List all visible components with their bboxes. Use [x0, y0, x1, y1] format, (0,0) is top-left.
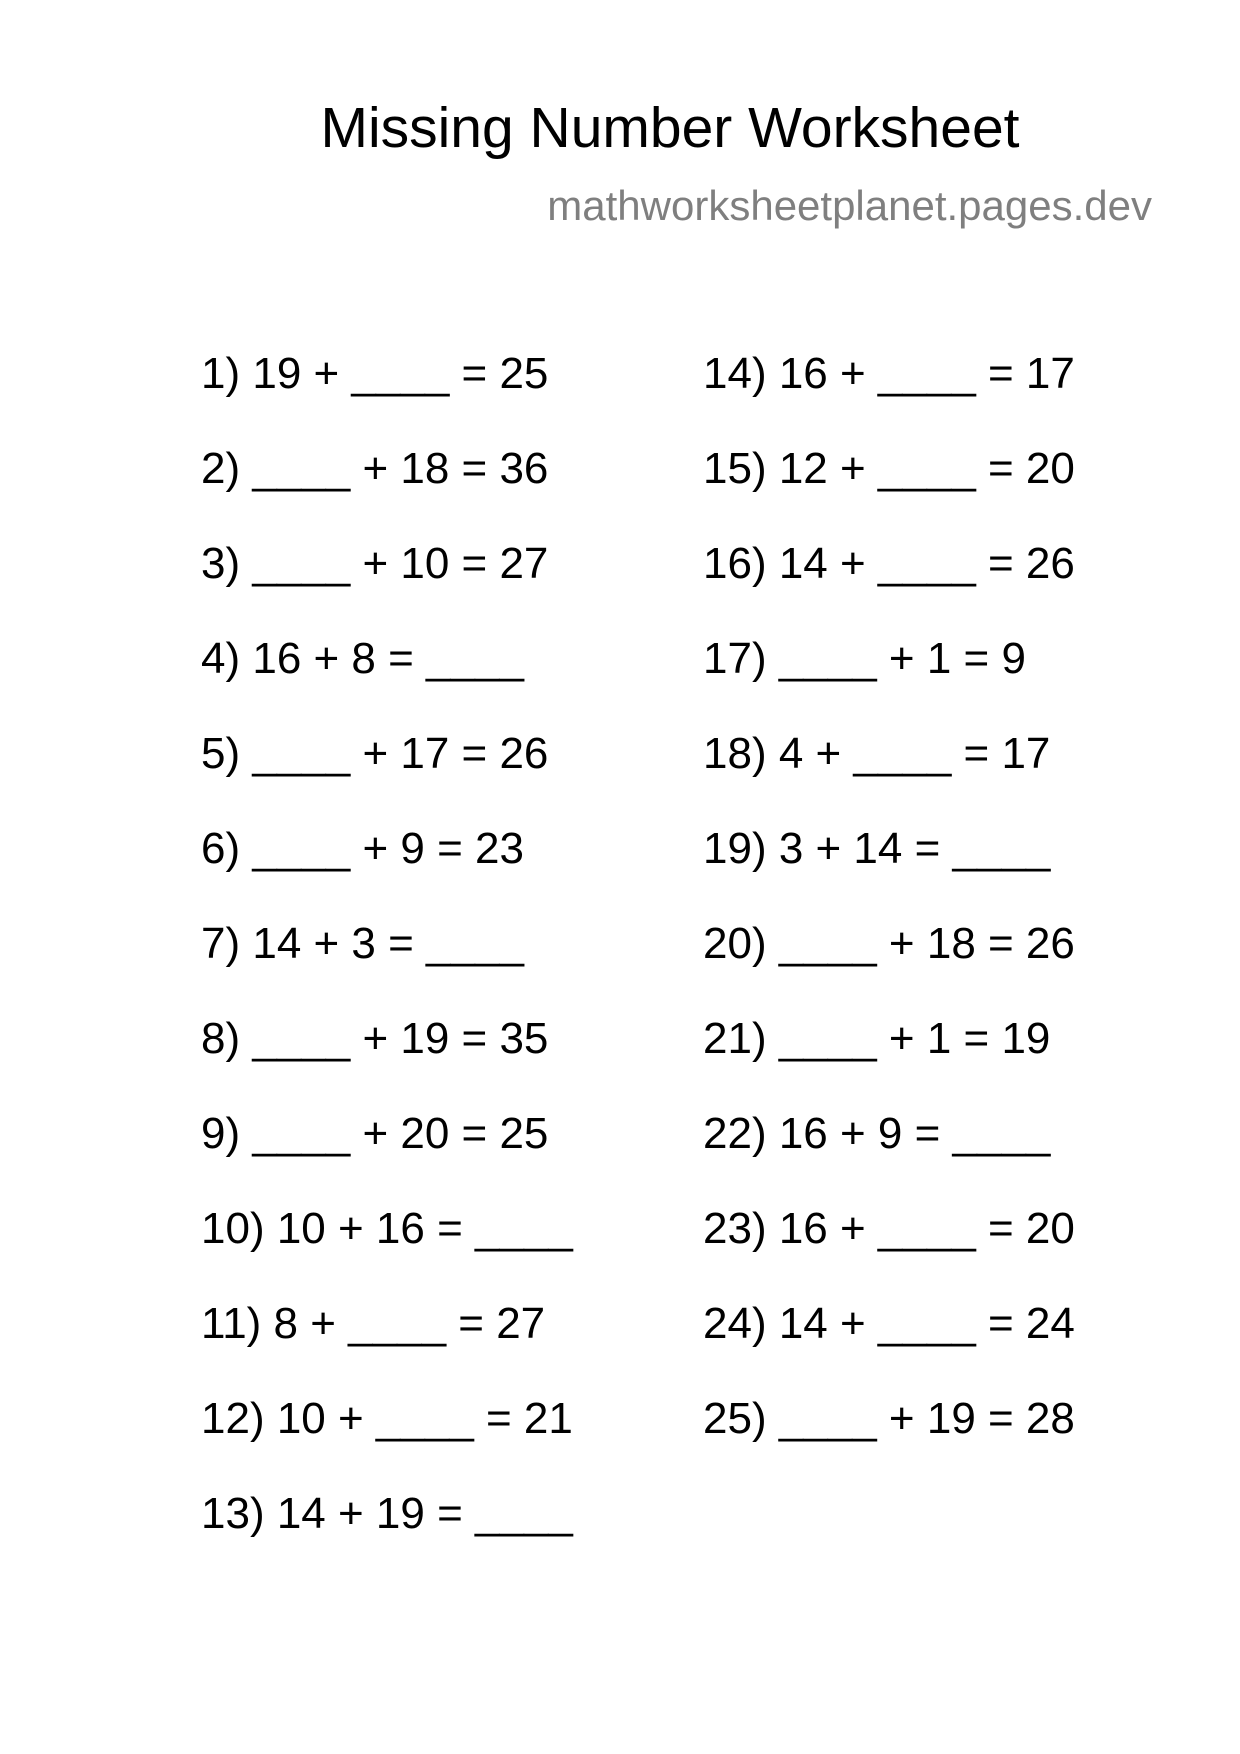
problem-item: 15) 12 + ____ = 20	[703, 444, 1075, 493]
problems-column-left	[201, 348, 573, 1583]
problem-item: 17) ____ + 1 = 9	[703, 634, 1026, 683]
problem-item: 6) ____ + 9 = 23	[201, 824, 524, 873]
problem-item: 8) ____ + 19 = 35	[201, 1014, 549, 1063]
problem-item: 4) 16 + 8 = ____	[201, 634, 524, 683]
problem-item: 22) 16 + 9 = ____	[703, 1109, 1051, 1158]
problems-column-right	[703, 348, 1075, 1488]
problem-item: 14) 16 + ____ = 17	[703, 349, 1075, 398]
problem-item: 10) 10 + 16 = ____	[201, 1204, 573, 1253]
problem-item: 25) ____ + 19 = 28	[703, 1394, 1075, 1443]
problem-item: 3) ____ + 10 = 27	[201, 539, 549, 588]
problem-item: 2) ____ + 18 = 36	[201, 444, 549, 493]
problem-item: 20) ____ + 18 = 26	[703, 919, 1075, 968]
worksheet-title: Missing Number Worksheet	[320, 96, 1020, 160]
problem-item: 18) 4 + ____ = 17	[703, 729, 1051, 778]
problem-item: 24) 14 + ____ = 24	[703, 1299, 1075, 1348]
problem-item: 11) 8 + ____ = 27	[201, 1299, 546, 1348]
problem-item: 1) 19 + ____ = 25	[201, 349, 549, 398]
problem-item: 5) ____ + 17 = 26	[201, 729, 549, 778]
problem-item: 13) 14 + 19 = ____	[201, 1489, 573, 1538]
problem-item: 7) 14 + 3 = ____	[201, 919, 524, 968]
website-label: mathworksheetplanet.pages.dev	[547, 182, 1152, 229]
problem-item: 16) 14 + ____ = 26	[703, 539, 1075, 588]
problem-item: 12) 10 + ____ = 21	[201, 1394, 573, 1443]
problem-item: 21) ____ + 1 = 19	[703, 1014, 1051, 1063]
problem-item: 9) ____ + 20 = 25	[201, 1109, 549, 1158]
problem-item: 19) 3 + 14 = ____	[703, 824, 1051, 873]
problem-item: 23) 16 + ____ = 20	[703, 1204, 1075, 1253]
